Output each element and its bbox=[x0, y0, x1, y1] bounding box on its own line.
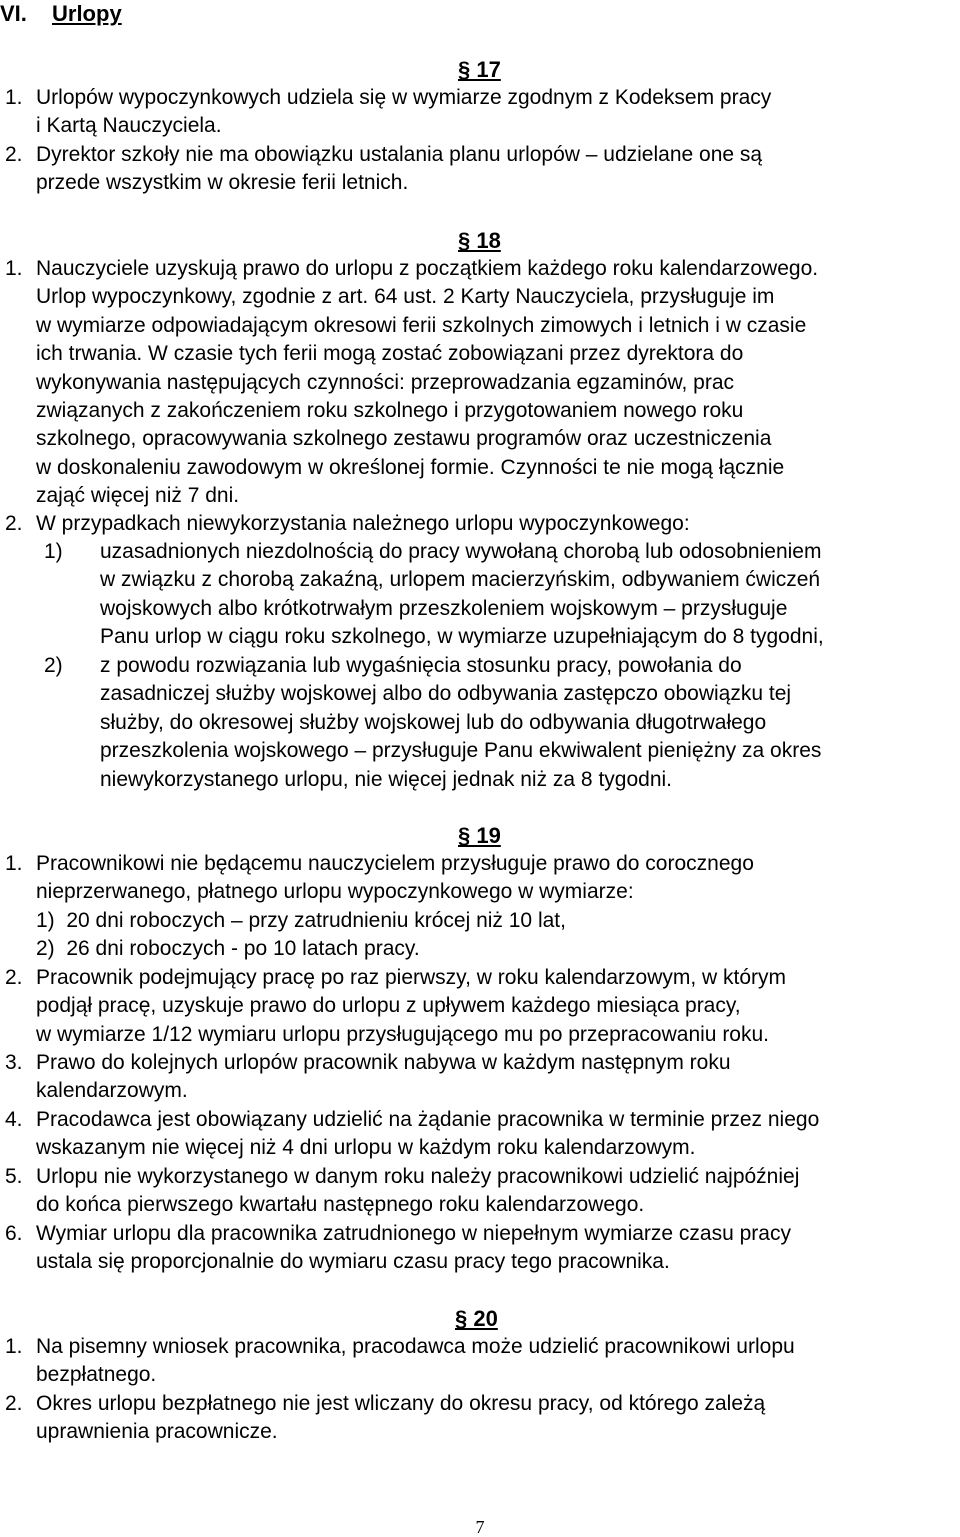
section-17-item-2 bbox=[0, 141, 960, 198]
section-19-item-1 bbox=[0, 850, 960, 907]
subitem-number: 1) bbox=[44, 540, 63, 563]
item-text: Na pisemny wniosek pracownika, pracodawca może udzielić pracownikowi urlopu bezpłatnego. bbox=[36, 1335, 795, 1387]
item-number: 1. bbox=[5, 1335, 23, 1358]
item-text: Wymiar urlopu dla pracownika zatrudnionego w niepełnym wymiarze czasu pracy ustala się proporcjonalnie do wymiaru czasu pracy tego pracownika. bbox=[36, 1222, 791, 1274]
chapter-heading bbox=[0, 0, 122, 28]
item-text: Nauczyciele uzyskują prawo do urlopu z początkiem każdego roku kalendarzowego. Urlop wypoczynkowy, zgodnie z art. 64 ust. 2 Karty Nauczyciela, przysługuje im w wymiarze odpowiadającym okresowi ferii szkolnych zimowych i letnich i w czasie ich trwania. W czasie tych ferii mogą zostać zobowiązani przez dyrektora do wykonywania następujących czynności: przeprowadzania egzaminów, prac związanych z zakończeniem roku szkolnego i przygotowaniem nowego roku szkolnego, opracowywania szkolnego zestawu programów oraz uczestniczenia w doskonaleniu zawodowym w określonej formie. Czynności te nie mogą łącznie zająć więcej niż 7 dni. bbox=[36, 257, 819, 508]
subitem-number: 1) bbox=[36, 909, 55, 932]
section-19-item-3 bbox=[0, 1049, 960, 1106]
item-text: W przypadkach niewykorzystania należnego urlopu wypoczynkowego: bbox=[36, 512, 690, 535]
subitem-text: 2) 26 dni roboczych - po 10 latach pracy. bbox=[36, 937, 420, 960]
item-number: 6. bbox=[5, 1222, 23, 1245]
item-text: Urlopu nie wykorzystanego w danym roku należy pracownikowi udzielić najpóźniej do końca pierwszego kwartału następnego roku kalendarzowego. bbox=[36, 1165, 800, 1217]
section-20-item-2 bbox=[0, 1390, 960, 1447]
section-19-item-2 bbox=[0, 964, 960, 1049]
item-number: 1. bbox=[5, 257, 23, 280]
item-number: 3. bbox=[5, 1051, 23, 1074]
section-18-item-1 bbox=[0, 255, 960, 511]
section-18-subitem-2 bbox=[0, 652, 960, 794]
chapter-number: VI. bbox=[0, 1, 27, 26]
item-number: 5. bbox=[5, 1165, 23, 1188]
item-number: 2. bbox=[5, 1392, 23, 1415]
section-19-label: § 19 bbox=[458, 823, 501, 848]
item-text: Pracodawca jest obowiązany udzielić na żądanie pracownika w terminie przez niego wskazanym nie więcej niż 4 dni urlopu w każdym roku kalendarzowym. bbox=[36, 1108, 820, 1160]
subitem-text: z powodu rozwiązania lub wygaśnięcia stosunku pracy, powołania do zasadniczej służby wojskowej albo do odbywania zastępczo obowiązku tej służby, do okresowej służby wojskowej lub do odbywania długotrwałego przeszkolenia wojskowego – przysługuje Panu ekwiwalent pieniężny za okres niewykorzystanego urlopu, nie więcej jednak niż za 8 tygodni. bbox=[100, 654, 822, 791]
item-number: 4. bbox=[5, 1108, 23, 1131]
section-19-subitem-1 bbox=[0, 907, 960, 935]
item-number: 2. bbox=[5, 143, 23, 166]
section-20-label: § 20 bbox=[455, 1306, 498, 1331]
section-19-item-6 bbox=[0, 1220, 960, 1277]
subitem-text: 1) 20 dni roboczych – przy zatrudnieniu krócej niż 10 lat, bbox=[36, 909, 566, 932]
item-number: 1. bbox=[5, 852, 23, 875]
subitem-number: 2) bbox=[36, 937, 55, 960]
item-text: Urlopów wypoczynkowych udziela się w wymiarze zgodnym z Kodeksem pracy i Kartą Nauczyciela. bbox=[36, 86, 772, 138]
subitem-text: uzasadnionych niezdolnością do pracy wywołaną chorobą lub odosobnieniem w związku z chorobą zakaźną, urlopem macierzyńskim, odbywaniem ćwiczeń wojskowych albo krótkotrwałym przeszkoleniem wojskowym – przysługuje Panu urlop w ciągu roku szkolnego, w wymiarze uzupełniającym do 8 tygodni, bbox=[100, 540, 824, 649]
item-number: 2. bbox=[5, 512, 23, 535]
chapter-title: Urlopy bbox=[52, 1, 122, 26]
section-20-item-1 bbox=[0, 1333, 960, 1390]
section-18-subitem-1 bbox=[0, 538, 960, 652]
item-text: Pracownik podejmujący pracę po raz pierwszy, w roku kalendarzowym, w którym podjął pracę, uzyskuje prawo do urlopu z upływem każdego miesiąca pracy, w wymiarze 1/12 wymiaru urlopu przysługującego mu po przepracowaniu roku. bbox=[36, 966, 787, 1046]
item-number: 2. bbox=[5, 966, 23, 989]
section-18-label: § 18 bbox=[458, 228, 501, 253]
section-17-label: § 17 bbox=[458, 57, 501, 82]
item-number: 1. bbox=[5, 86, 23, 109]
section-18-item-2 bbox=[0, 510, 960, 538]
item-text: Prawo do kolejnych urlopów pracownik nabywa w każdym następnym roku kalendarzowym. bbox=[36, 1051, 731, 1103]
section-19-item-5 bbox=[0, 1163, 960, 1220]
item-text: Pracownikowi nie będącemu nauczycielem przysługuje prawo do corocznego nieprzerwanego, płatnego urlopu wypoczynkowego w wymiarze: bbox=[36, 852, 754, 904]
page-number: 7 bbox=[475, 1517, 485, 1537]
section-19-item-4 bbox=[0, 1106, 960, 1163]
item-text: Okres urlopu bezpłatnego nie jest wliczany do okresu pracy, od którego zależą uprawnienia pracownicze. bbox=[36, 1392, 766, 1444]
section-19-subitem-2 bbox=[0, 935, 960, 963]
item-text: Dyrektor szkoły nie ma obowiązku ustalania planu urlopów – udzielane one są przede wszystkim w okresie ferii letnich. bbox=[36, 143, 763, 195]
subitem-number: 2) bbox=[44, 654, 63, 677]
section-17-item-1 bbox=[0, 84, 960, 141]
